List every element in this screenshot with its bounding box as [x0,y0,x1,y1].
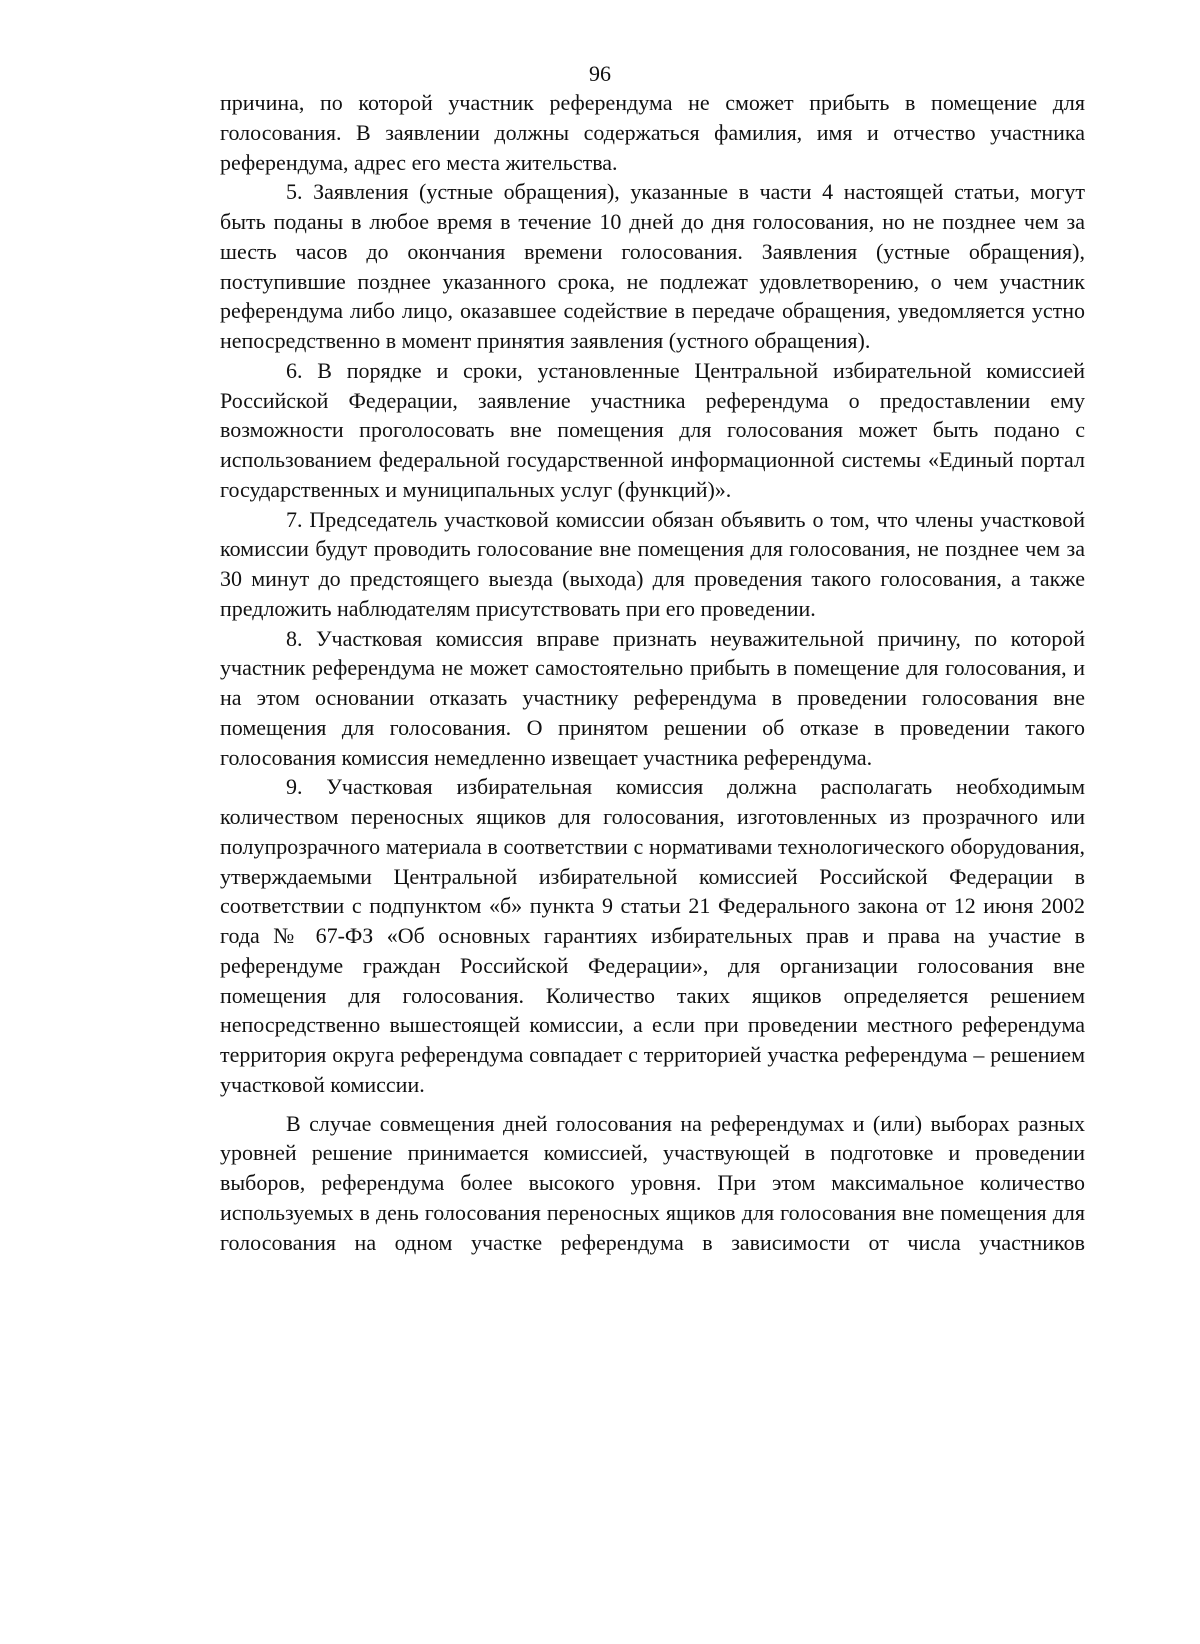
paragraph-item-9: 9. Участковая избирательная комиссия должна располагать необходимым количеством переносных ящиков для голосования, изготовленных из прозрачного или полупрозрачного материала в соответствии с нормативами технологического оборудования, утверждаемыми Центральной избирательной комиссией Российской Федерации в соответствии с подпунктом «б» пункта 9 статьи 21 Федерального закона от 12 июня 2002 года № 67-ФЗ «Об основных гарантиях избирательных прав и права на участие в референдуме граждан Российской Федерации», для организации голосования вне помещения для голосования. Количество таких ящиков определяется решением непосредственно вышестоящей комиссии, а если при проведении местного референдума территория округа референдума совпадает с территорией участка референдума – решением участковой комиссии. [220,774,1085,1097]
paragraph-item-6: 6. В порядке и сроки, установленные Центральной избирательной комиссией Российской Федерации, заявление участника референдума о предоставлении ему возможности проголосовать вне помещения для голосования может быть подано с использованием федеральной государственной информационной системы «Единый портал государственных и муниципальных услуг (функций)». [220,357,1085,502]
paragraph-item-7: 7. Председатель участковой комиссии обязан объявить о том, что члены участковой комиссии будут проводить голосование вне помещения для голосования, не позднее чем за 30 минут до предстоящего выезда (выхода) для проведения такого голосования, а также предложить наблюдателям присутствовать при его проведении. [220,506,1085,621]
page-number: 96 [589,61,611,86]
body-text [220,88,1085,1257]
paragraph-combined-voting: В случае совмещения дней голосования на референдумах и (или) выборах разных уровней решение принимается комиссией, участвующей в подготовке и проведении выборов, референдума более высокого уровня. При этом максимальное количество используемых в день голосования переносных ящиков для голосования вне помещения для голосования на одном участке референдума в зависимости от числа участников [220,1110,1085,1255]
paragraph-item-5: 5. Заявления (устные обращения), указанные в части 4 настоящей статьи, могут быть поданы в любое время в течение 10 дней до дня голосования, но не позднее чем за шесть часов до окончания времени голосования. Заявления (устные обращения), поступившие позднее указанного срока, не подлежат удовлетворению, о чем участник референдума либо лицо, оказавшее содействие в передаче обращения, уведомляется устно непосредственно в момент принятия заявления (устного обращения). [220,179,1085,353]
paragraph-item-8: 8. Участковая комиссия вправе признать неуважительной причину, по которой участник референдума не может самостоятельно прибыть в помещение для голосования, и на этом основании отказать участнику референдума в проведении голосования вне помещения для голосования. О принятом решении об отказе в проведении такого голосования комиссия немедленно извещает участника референдума. [220,625,1085,770]
paragraph-continued: причина, по которой участник референдума не сможет прибыть в помещение для голосования. В заявлении должны содержаться фамилия, имя и отчество участника референдума, адрес его места жительства. [220,90,1085,175]
